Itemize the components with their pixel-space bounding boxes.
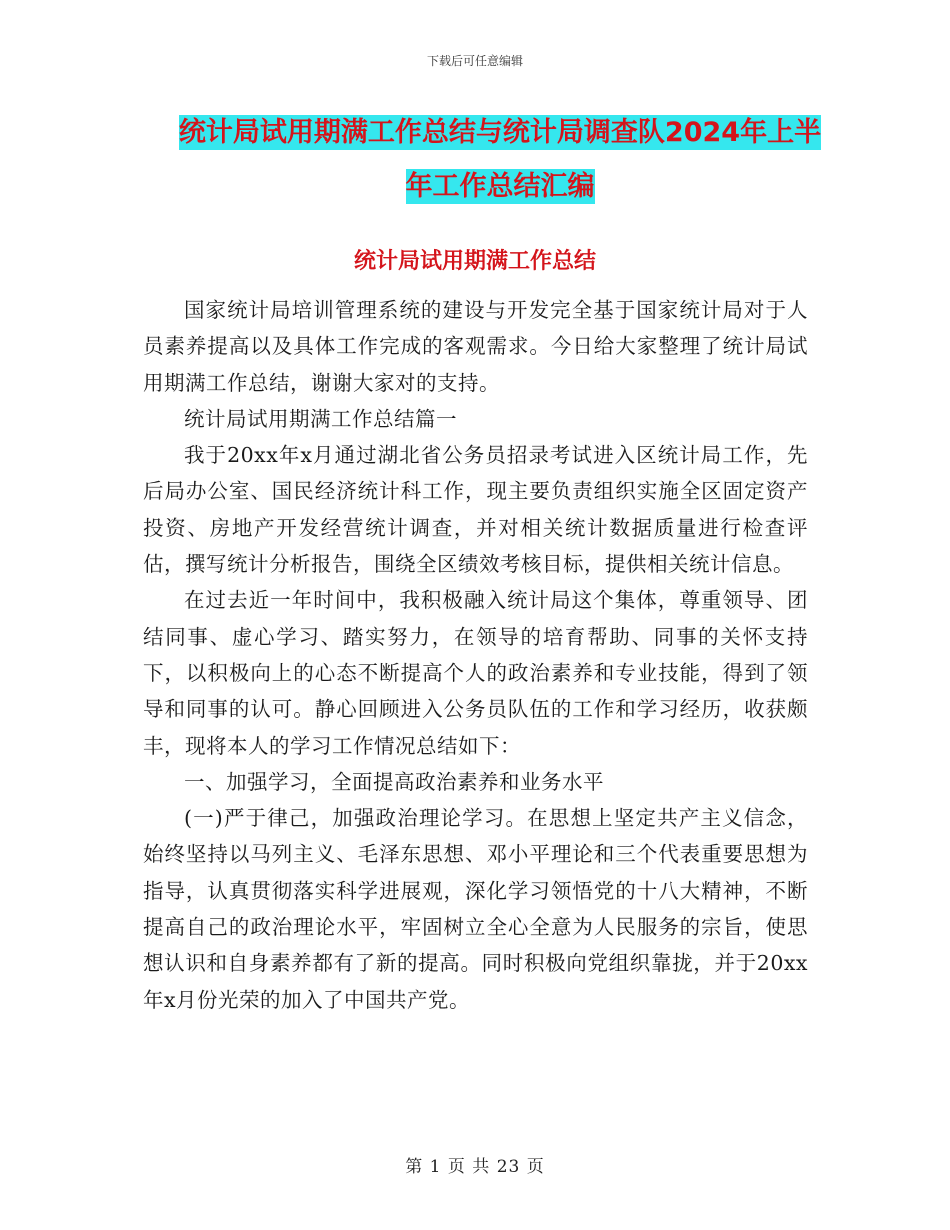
section-title: 统计局试用期满工作总结 [353,249,596,274]
document-title [150,106,850,214]
paragraph-intro: 国家统计局培训管理系统的建设与开发完全基于国家统计局对于人员素养提高以及具体工作完成的客观需求。今日给大家整理了统计局试用期满工作总结，谢谢大家对的支持。 [143,298,808,395]
header-note: 下载后可任意编辑 [426,54,523,68]
page-footer: 第 1 页 共 23 页 [405,1157,545,1177]
paragraph-heading-1: 一、加强学习，全面提高政治素养和业务水平 [184,769,604,794]
document-title-line-1: 统计局试用期满工作总结与统计局调查队2024年上半 [178,117,822,148]
paragraph-overview: 在过去近一年时间中，我积极融入统计局这个集体，尊重领导、团结同事、虚心学习、踏实努力，在领导的培育帮助、同事的关怀支持下，以积极向上的心态不断提高个人的政治素养和专业技能，得到了领导和同事的认可。静心回顾进入公务员队伍的工作和学习经历，收获颇丰，现将本人的学习工作情况总结如下： [143,588,808,758]
document-body [143,292,808,1018]
paragraph-subheading: 统计局试用期满工作总结篇一 [184,406,457,431]
paragraph-section-1-1: (一)严于律己，加强政治理论学习。在思想上坚定共产主义信念，始终坚持以马列主义、毛泽东思想、邓小平理论和三个代表重要思想为指导，认真贯彻落实科学进展观，深化学习领悟党的十八大精神，不断提高自己的政治理论水平，牢固树立全心全意为人民服务的宗旨，使思想认识和自身素养都有了新的提高。同时积极向党组织靠拢，并于20xx年x月份光荣的加入了中国共产党。 [143,806,808,1012]
paragraph-background: 我于20xx年x月通过湖北省公务员招录考试进入区统计局工作，先后局办公室、国民经济统计科工作，现主要负责组织实施全区固定资产投资、房地产开发经营统计调查，并对相关统计数据质量进行检查评估，撰写统计分析报告，围绕全区绩效考核目标，提供相关统计信息。 [143,443,808,577]
document-title-line-2: 年工作总结汇编 [405,171,595,202]
